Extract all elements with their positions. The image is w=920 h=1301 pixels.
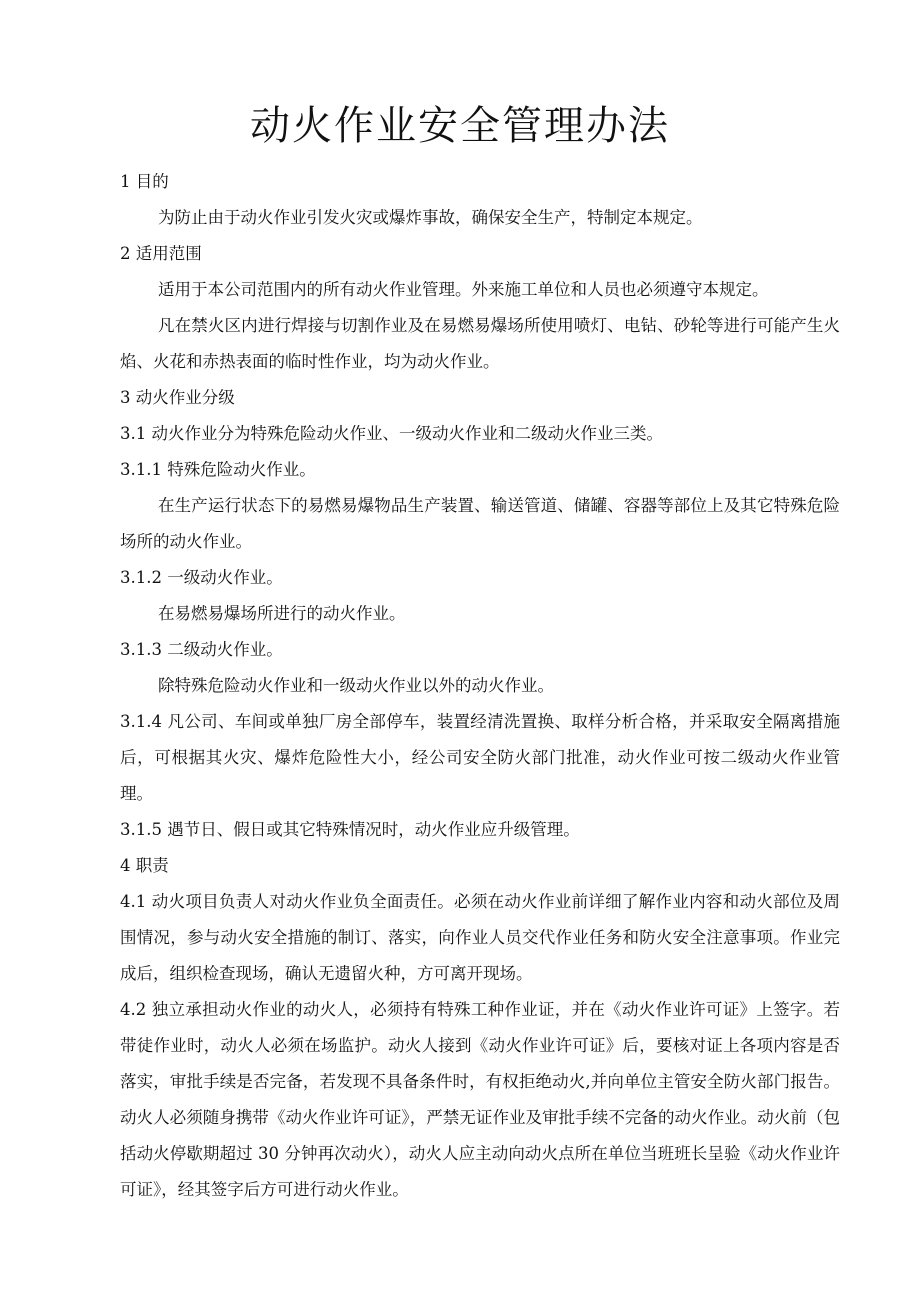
paragraph: 凡在禁火区内进行焊接与切割作业及在易燃易爆场所使用喷灯、电钻、砂轮等进行可能产生火焰、火花和赤热表面的临时性作业，均为动火作业。 [120,316,840,371]
document-body [120,164,840,1208]
clause: 3.1.5 遇节日、假日或其它特殊情况时，动火作业应升级管理。 [120,820,580,839]
paragraph: 适用于本公司范围内的所有动火作业管理。外来施工单位和人员也必须遵守本规定。 [158,280,769,299]
section-heading: 1 目的 [120,172,169,191]
document-title: 动火作业安全管理办法 [250,103,670,149]
clause: 4.2 独立承担动火作业的动火人，必须持有特殊工种作业证，并在《动火作业许可证》上签字。若带徒作业时，动火人必须在场监护。动火人接到《动火作业许可证》后，要核对证上各项内容是否落实，审批手续是否完备，若发现不具备条件时，有权拒绝动火,并向单位主管安全防火部门报告。动火人必须随身携带《动火作业许可证》，严禁无证作业及审批手续不完备的动火作业。动火前（包括动火停歇期超过 30 分钟再次动火），动火人应主动向动火点所在单位当班班长呈验《动火作业许可证》，经其签字后方可进行动火作业。 [120,1000,840,1199]
clause: 3.1.1 特殊危险动火作业。 [120,460,316,479]
paragraph: 在易燃易爆场所进行的动火作业。 [158,604,406,623]
clause: 3.1.2 一级动火作业。 [120,568,283,587]
clause: 4.1 动火项目负责人对动火作业负全面责任。必须在动火作业前详细了解作业内容和动火部位及周围情况，参与动火安全措施的制订、落实，向作业人员交代作业任务和防火安全注意事项。作业完成后，组织检查现场，确认无遗留火种，方可离开现场。 [120,892,840,983]
clause: 3.1.4 凡公司、车间或单独厂房全部停车，装置经清洗置换、取样分析合格，并采取安全隔离措施后，可根据其火灾、爆炸危险性大小，经公司安全防火部门批准，动火作业可按二级动火作业管理。 [120,712,840,803]
paragraph: 为防止由于动火作业引发火灾或爆炸事故，确保安全生产，特制定本规定。 [158,208,703,227]
section-heading: 2 适用范围 [120,244,202,263]
paragraph: 在生产运行状态下的易燃易爆物品生产装置、输送管道、储罐、容器等部位上及其它特殊危险场所的动火作业。 [120,496,840,551]
clause: 3.1 动火作业分为特殊危险动火作业、一级动火作业和二级动火作业三类。 [120,424,663,443]
paragraph: 除特殊危险动火作业和一级动火作业以外的动火作业。 [158,676,554,695]
section-heading: 3 动火作业分级 [120,388,235,407]
clause: 3.1.3 二级动火作业。 [120,640,283,659]
section-heading: 4 职责 [120,856,169,875]
